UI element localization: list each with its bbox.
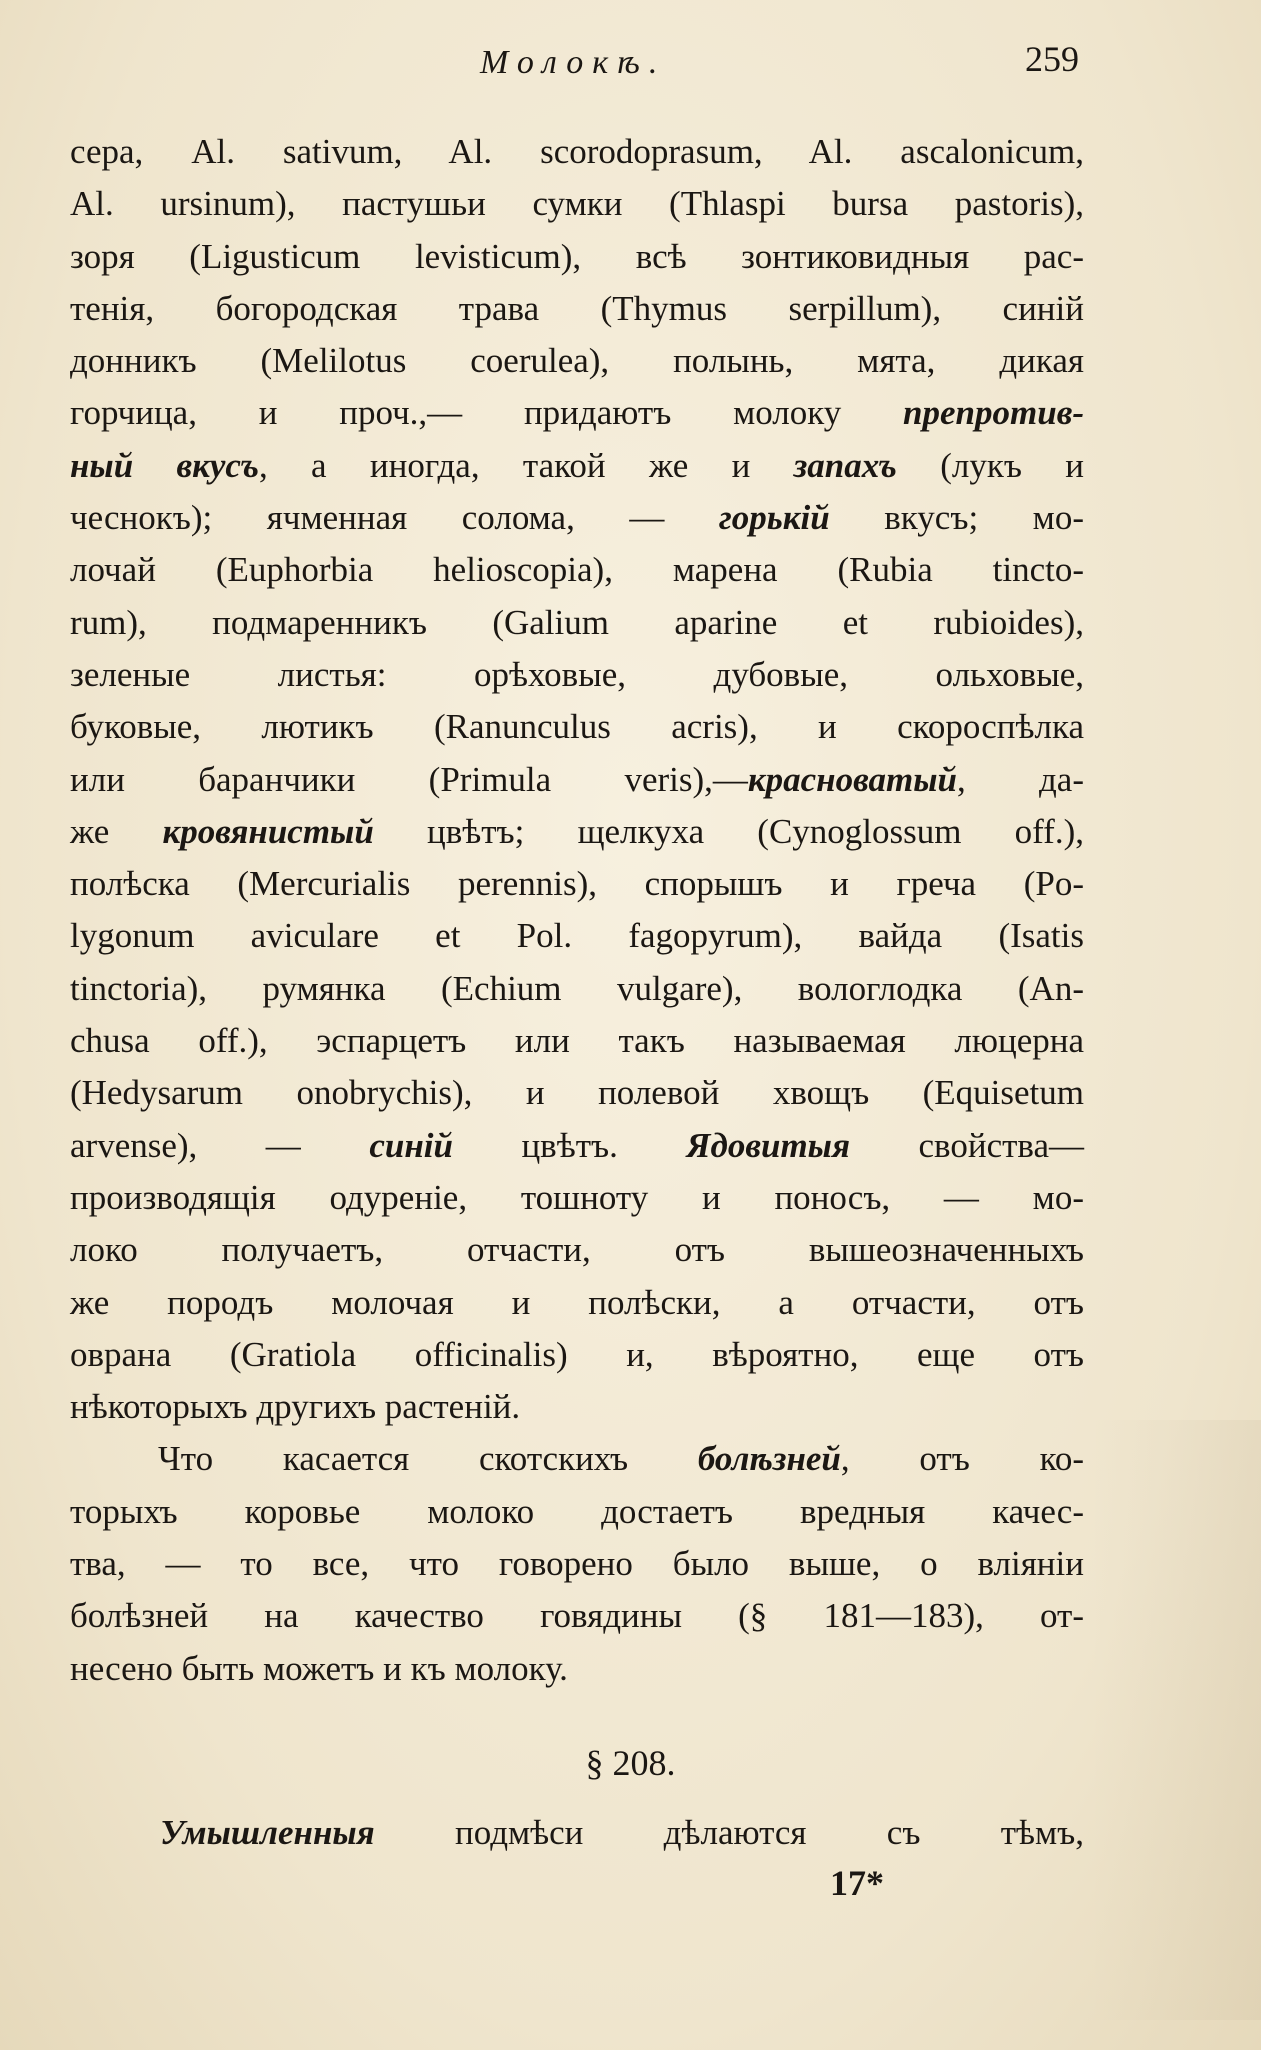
text-run: Что касается скотскихъ — [158, 1439, 698, 1479]
running-head: Молокѣ. — [480, 44, 667, 81]
text-line — [70, 492, 1084, 544]
section-first-line — [160, 1807, 1084, 1859]
text-line — [70, 1067, 1084, 1119]
text-line — [70, 701, 1084, 753]
text-line — [70, 1643, 1084, 1695]
emphasized-term: препротив- — [903, 393, 1084, 433]
paragraph-continued — [70, 126, 1084, 1433]
text-line — [70, 231, 1084, 283]
text-line — [70, 387, 1084, 439]
text-run: горчица, и проч.,— придаютъ молоку — [70, 393, 904, 433]
text-run: , отъ ко- — [840, 1439, 1084, 1479]
text-run: , да- — [956, 759, 1085, 799]
paragraph-diseases — [70, 1433, 1084, 1694]
emphasized-term: Ядовитыя — [686, 1125, 850, 1165]
text-run: нѣкоторыхъ другихъ растеній. — [70, 1387, 521, 1427]
emphasized-term: болѣзней — [697, 1439, 841, 1479]
section-first-line-rest: подмѣси дѣлаются съ тѣмъ, — [374, 1813, 1084, 1852]
text-run: несено быть можетъ и къ молоку. — [70, 1648, 568, 1688]
text-line — [70, 440, 1084, 492]
text-line — [70, 649, 1084, 701]
text-run: же — [70, 811, 163, 851]
text-line — [70, 910, 1084, 962]
emphasized-term: кровянистый — [162, 811, 374, 851]
text-run: chusa off.), эспарцетъ или такъ называемая люцерна — [70, 1021, 1084, 1061]
text-line — [70, 1381, 1084, 1433]
emphasized-term: синій — [369, 1125, 453, 1165]
text-run: тва, — то все, что говорено было выше, о вліяніи — [70, 1544, 1084, 1584]
section-first-word: Умышленныя — [160, 1813, 375, 1852]
text-run: чеснокъ); ячменная солома, — — [70, 498, 719, 538]
section-heading: § 208. — [585, 1743, 676, 1783]
text-run: Al. ursinum), пастушьи сумки (Thlaspi bursa pastoris), — [70, 184, 1084, 224]
text-line — [70, 1433, 1084, 1485]
text-run: лочай (Euphorbia helioscopia), марена (Rubia tincto- — [70, 550, 1084, 590]
signature-mark: 17* — [830, 1863, 884, 1903]
emphasized-term: красноватый — [747, 759, 957, 799]
text-line — [70, 963, 1084, 1015]
text-run: цвѣтъ. — [452, 1125, 687, 1165]
paper-shading — [1090, 1420, 1261, 2020]
text-line — [70, 597, 1084, 649]
text-run: тенія, богородская трава (Thymus serpillum), синій — [70, 288, 1084, 328]
text-run: полѣска (Mercurialis perennis), спорышъ и греча (Po- — [70, 864, 1084, 904]
page-header — [0, 39, 1261, 94]
text-run: (лукъ и — [896, 445, 1084, 485]
text-line — [70, 1538, 1084, 1590]
text-run: rum), подмаренникъ (Galium aparine et rubioides), — [70, 602, 1084, 642]
text-line — [70, 1329, 1084, 1381]
text-run: lygonum aviculare et Pol. fagopyrum), вайда (Isatis — [70, 916, 1084, 956]
text-run: tinctoria), румянка (Echium vulgare), вологлодка (An- — [70, 968, 1084, 1008]
text-run: болѣзней на качество говядины (§ 181—183), от- — [70, 1596, 1084, 1636]
text-run: сера, Al. sativum, Al. scorodoprasum, Al. ascalonicum, — [70, 132, 1084, 171]
text-run: цвѣтъ; щелкуха (Cynoglossum off.), — [373, 811, 1084, 851]
text-line — [70, 858, 1084, 910]
emphasized-term: горькій — [718, 498, 830, 538]
text-run: свойства— — [850, 1125, 1084, 1165]
text-run: же породъ молочая и полѣски, а отчасти, отъ — [70, 1282, 1084, 1322]
text-run: торыхъ коровье молоко достаетъ вредныя качес- — [70, 1491, 1084, 1531]
text-run: локо получаетъ, отчасти, отъ вышеозначенныхъ — [70, 1230, 1084, 1270]
text-run: , а иногда, такой же и — [258, 445, 794, 485]
text-line — [70, 754, 1084, 806]
text-run: зеленые листья: орѣховые, дубовые, ольховые, — [70, 654, 1084, 694]
text-run: arvense), — — [70, 1125, 370, 1165]
text-line — [70, 1224, 1084, 1276]
text-line — [70, 1120, 1084, 1172]
emphasized-term: запахъ — [793, 445, 897, 485]
text-run: оврана (Gratiola officinalis) и, вѣроятно, еще отъ — [70, 1334, 1084, 1374]
body-text — [70, 126, 1084, 1695]
text-line — [70, 806, 1084, 858]
text-run: вкусъ; мо- — [829, 498, 1084, 538]
text-run: буковые, лютикъ (Ranunculus acris), и скороспѣлка — [70, 707, 1084, 747]
text-line — [70, 178, 1084, 230]
text-run: донникъ (Melilotus coerulea), полынь, мята, дикая — [70, 341, 1084, 381]
text-run: или баранчики (Primula veris),— — [70, 759, 748, 799]
text-run: производящія одуреніе, тошноту и поносъ, — мо- — [70, 1177, 1084, 1217]
text-line — [70, 1486, 1084, 1538]
text-line — [70, 544, 1084, 596]
text-line — [70, 283, 1084, 335]
text-line — [70, 1590, 1084, 1642]
text-run: (Hedysarum onobrychis), и полевой хвощъ (Equisetum — [70, 1073, 1084, 1113]
text-line — [70, 1172, 1084, 1224]
text-line — [70, 126, 1084, 178]
text-line — [70, 335, 1084, 387]
page-number: 259 — [1025, 39, 1079, 79]
text-line — [70, 1277, 1084, 1329]
text-run: зоря (Ligusticum levisticum), всѣ зонтиковидныя рас- — [70, 236, 1084, 276]
text-line — [70, 1015, 1084, 1067]
emphasized-term: ный вкусъ — [70, 445, 259, 485]
